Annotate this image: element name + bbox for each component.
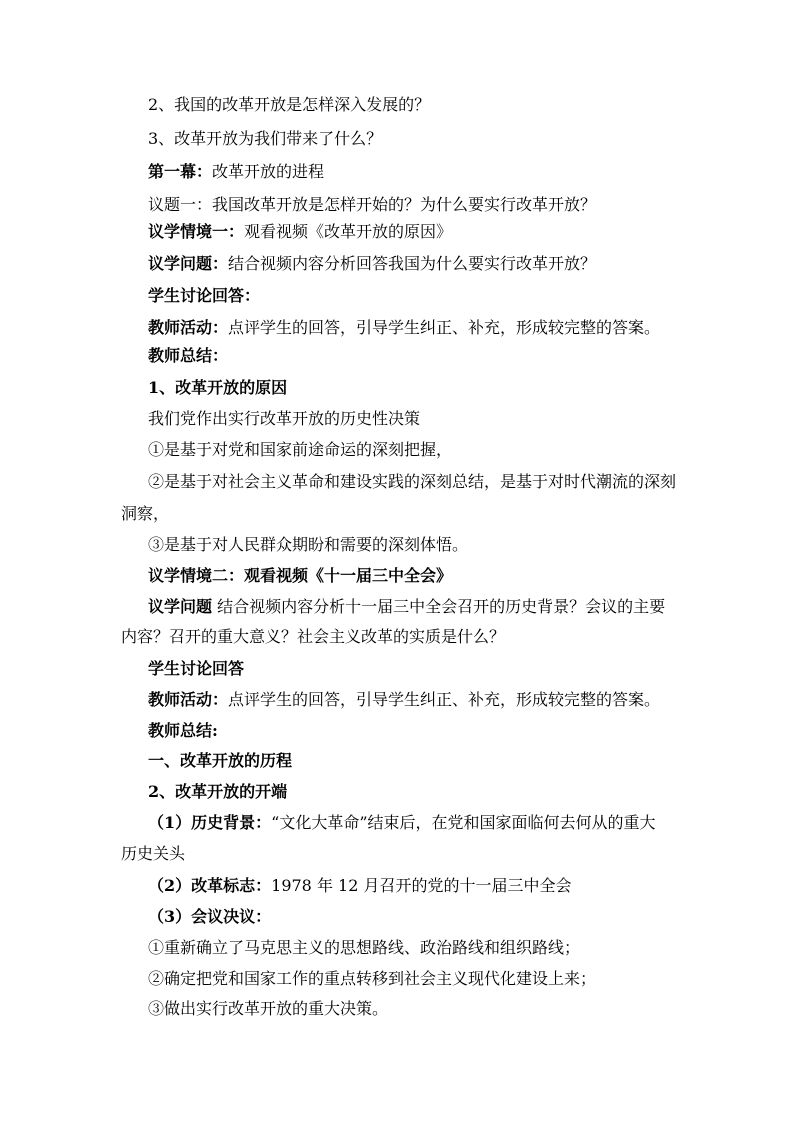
teacher-activity-1-label: 教师活动：	[148, 318, 229, 337]
background-text-a: “文化大革命”结束后，在党和国家面临何去何从的重大	[271, 813, 656, 832]
problem-1-text: 结合视频内容分析回答我国为什么要实行改革开放？	[228, 254, 597, 273]
decision-label: （3）会议决议：	[148, 907, 272, 926]
act-1-text: 改革开放的进程	[212, 162, 325, 181]
teacher-activity-1-text: 点评学生的回答，引导学生纠正、补充，形成较完整的答案。	[228, 318, 661, 337]
teacher-activity-2-text: 点评学生的回答，引导学生纠正、补充，形成较完整的答案。	[228, 690, 661, 709]
act-1	[0, 162, 794, 182]
background-label: （1）历史背景：	[148, 813, 272, 832]
reason-2b: 洞察，	[121, 504, 170, 523]
scene-2: 议学情境二：观看视频《十一届三中全会》	[148, 566, 453, 585]
scene-1-label: 议学情境一：	[148, 222, 245, 241]
topic-1: 议题一：我国改革开放是怎样开始的？为什么要实行改革开放？	[148, 195, 597, 214]
decision-3: ③做出实行改革开放的重大决策。	[148, 999, 389, 1018]
teacher-activity-2-label: 教师活动：	[148, 690, 229, 709]
summary-2: 教师总结:	[148, 721, 218, 740]
background-a	[0, 813, 794, 833]
scene-1	[0, 222, 794, 242]
reason-1: ①是基于对党和国家前途命运的深刻把握，	[148, 440, 453, 459]
discuss-1: 学生讨论回答：	[148, 286, 261, 305]
decision-2: ②确定把党和国家工作的重点转移到社会主义现代化建设上来；	[148, 969, 597, 988]
problem-2b: 内容？召开的重大意义？社会主义改革的实质是什么？	[121, 627, 506, 646]
question-3: 3、改革开放为我们带来了什么？	[148, 129, 383, 148]
problem-2-text-a: 结合视频内容分析十一届三中全会召开的历史背景？会议的主要	[217, 597, 666, 616]
discuss-2: 学生讨论回答	[148, 659, 245, 678]
teacher-activity-1	[0, 318, 794, 338]
problem-2a	[0, 597, 794, 617]
reform-mark-label: （2）改革标志：	[148, 876, 272, 895]
reform-mark	[0, 876, 794, 896]
heading-history: 一、改革开放的历程	[148, 751, 293, 770]
act-1-label: 第一幕：	[148, 162, 213, 181]
question-2: 2、我国的改革开放是怎样深入发展的？	[148, 95, 431, 114]
summary-1: 教师总结：	[148, 346, 229, 365]
reason-intro: 我们党作出实行改革开放的历史性决策	[148, 409, 421, 428]
reason-2a: ②是基于对社会主义革命和建设实践的深刻总结，是基于对时代潮流的深刻	[148, 472, 677, 491]
heading-reasons: 1、改革开放的原因	[148, 378, 288, 397]
reform-mark-text: 1978 年 12 月召开的党的十一届三中全会	[271, 876, 572, 895]
problem-1-label: 议学问题：	[148, 254, 229, 273]
heading-start: 2、改革开放的开端	[148, 782, 288, 801]
reason-3: ③是基于对人民群众期盼和需要的深刻体悟。	[148, 535, 469, 554]
scene-1-text: 观看视频《改革开放的原因》	[244, 222, 453, 241]
decision-1: ①重新确立了马克思主义的思想路线、政治路线和组织路线；	[148, 938, 581, 957]
teacher-activity-2	[0, 690, 794, 710]
background-b: 历史关头	[121, 844, 186, 863]
problem-2-label: 议学问题	[148, 597, 213, 616]
problem-1	[0, 254, 794, 274]
